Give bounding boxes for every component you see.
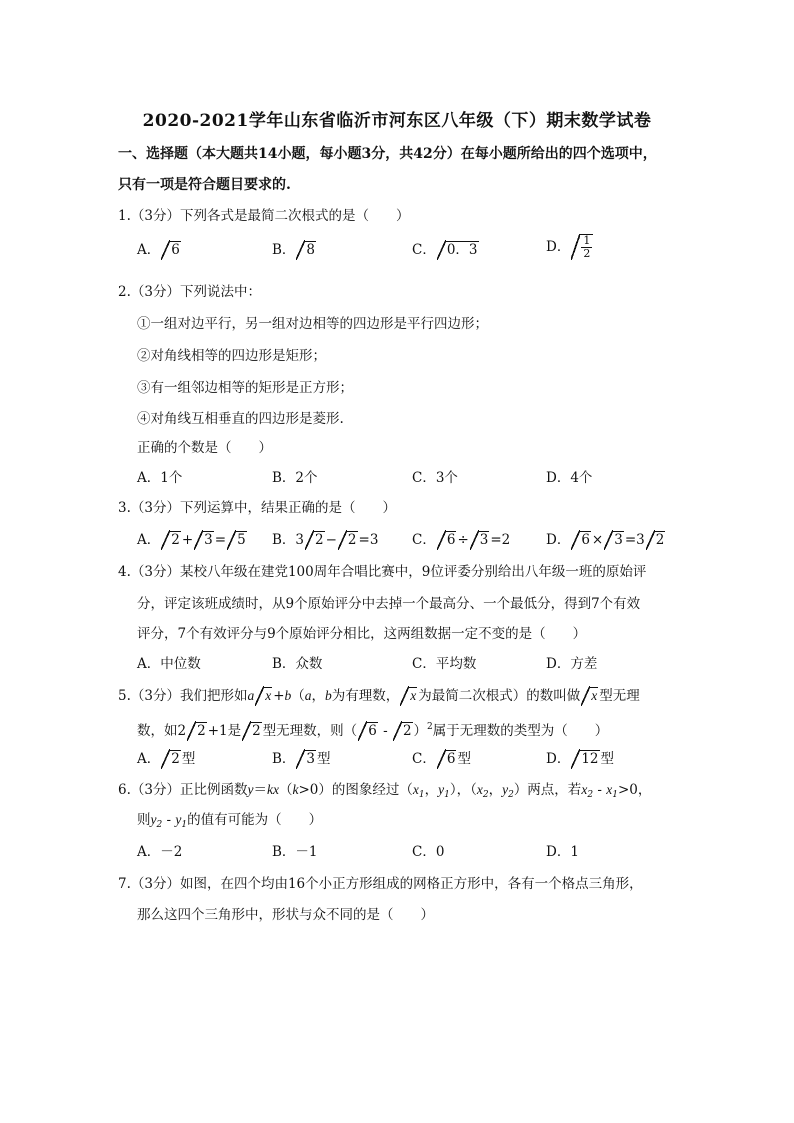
q1-option-a: A． 6	[137, 242, 180, 258]
section-header-line1: 一、选择题（本大题共14小题，每小题3分，共42分）在每小题所给出的四个选项中，	[118, 146, 657, 162]
q1-stem: 1.（3分）下列各式是最简二次根式的是（ ）	[118, 208, 410, 224]
q3-option-d: D． 6 × 3 =3 2	[546, 532, 665, 548]
q2-option-a: A．1个	[137, 470, 183, 486]
q2-statement-4: ④对角线互相垂直的四边形是菱形.	[137, 411, 344, 427]
q5-option-a: A． 2 型	[137, 751, 196, 767]
q3-stem: 3.（3分）下列运算中，结果正确的是（ ）	[118, 500, 396, 516]
q2-option-d: D．4个	[546, 470, 593, 486]
section-header-line2: 只有一项是符合题目要求的.	[118, 177, 291, 193]
q1-option-d: D． $\frac{1}{2}$	[546, 234, 594, 260]
q4-stem-line2: 分，评定该班成绩时，从9个原始评分中去掉一个最高分、一个最低分，得到7个有效	[137, 596, 641, 612]
q1-option-c: C． 0．3	[412, 242, 478, 258]
q2-statement-1: ①一组对边平行，另一组对边相等的四边形是平行四边形；	[137, 316, 488, 332]
q2-ask: 正确的个数是（ ）	[137, 440, 272, 456]
q6-stem-line2: 则$y_2 - y_1$的值有可能为（ ）	[137, 812, 323, 830]
q1-option-b: B． 8	[272, 242, 316, 258]
q5-stem-line1: 5.（3分）我们把形如a x +b（a，b为有理数， x 为最简二次根式）的数叫做 x 型无理	[118, 688, 640, 704]
q6-stem-line1: 6.（3分）正比例函数y＝kx（k>0）的图象经过（$x_1$，$y_1$），（$x_2$，$y_2$）两点，若$x_2 - x_1>0$，	[118, 782, 652, 800]
q5-option-b: B． 3 型	[272, 751, 331, 767]
q3-option-c: C． 6 ÷ 3 =2	[412, 532, 511, 548]
q5-option-d: D． 12 型	[546, 751, 615, 767]
q4-option-c: C．平均数	[412, 656, 477, 672]
q2-stem: 2.（3分）下列说法中：	[118, 284, 261, 300]
q7-stem-line2: 那么这四个三角形中，形状与众不同的是（ ）	[137, 907, 434, 923]
q2-option-c: C．3个	[412, 470, 458, 486]
q6-option-a: A．－2	[137, 844, 183, 860]
q6-option-c: C．0	[412, 844, 445, 860]
section-header	[118, 139, 678, 201]
q4-option-a: A．中位数	[137, 656, 201, 672]
q5-option-c: C． 6 型	[412, 751, 471, 767]
q3-option-a: A． 2 + 3 = 5	[137, 532, 246, 548]
q6-option-b: B．－1	[272, 844, 318, 860]
q6-option-d: D．1	[546, 844, 579, 860]
q7-stem-line1: 7.（3分）如图，在四个均由16个小正方形组成的网格正方形中，各有一个格点三角形，	[118, 876, 643, 892]
page-title: 2020-2021学年山东省临沂市河东区八年级（下）期末数学试卷	[142, 111, 652, 131]
q4-option-b: B．众数	[272, 656, 323, 672]
q2-statement-2: ②对角线相等的四边形是矩形；	[137, 348, 326, 364]
fraction-one-half: $\frac{1}{2}$	[583, 234, 591, 260]
q5-stem-line2: 数，如2 2 +1是 2 型无理数，则（ 6 - 2 ）$^2$属于无理数的类型为（ ）	[137, 722, 609, 739]
q2-statement-3: ③有一组邻边相等的矩形是正方形；	[137, 380, 353, 396]
q2-option-b: B．2个	[272, 470, 318, 486]
q3-option-b: B．3 2 − 2 =3	[272, 532, 379, 548]
q4-stem-line1: 4.（3分）某校八年级在建党100周年合唱比赛中，9位评委分别给出八年级一班的原始评	[118, 564, 647, 580]
q4-stem-line3: 评分，7个有效评分与9个原始评分相比，这两组数据一定不变的是（ ）	[137, 626, 587, 642]
q4-option-d: D．方差	[546, 656, 598, 672]
